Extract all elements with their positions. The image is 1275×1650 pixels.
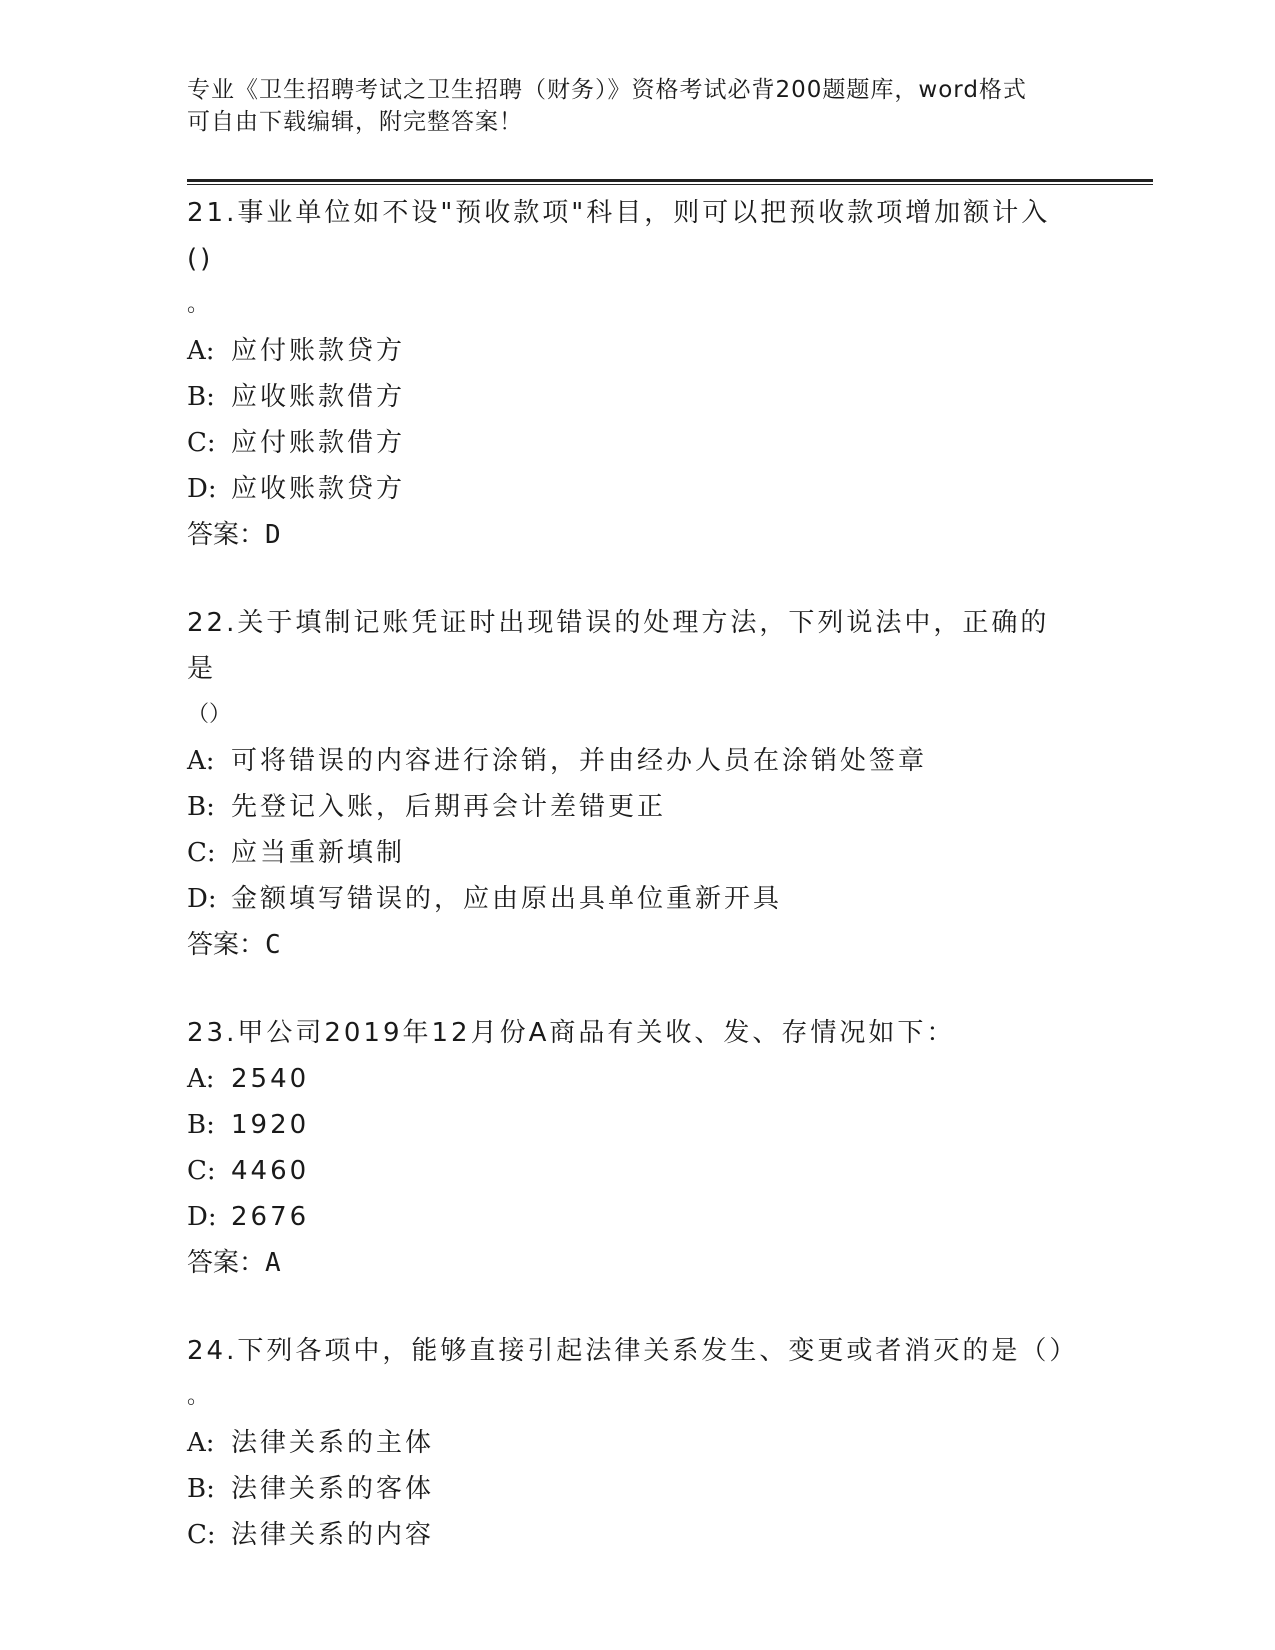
option-text: 应收账款借方: [231, 382, 406, 412]
option-text: 2540: [231, 1064, 310, 1094]
answer-value: C: [265, 930, 281, 960]
question-list: [187, 190, 1087, 1558]
option-text: 法律关系的客体: [231, 1474, 435, 1504]
option-letter: A:: [187, 1064, 215, 1094]
option-letter: C:: [187, 1156, 216, 1186]
answer-label: 答案：: [187, 1248, 266, 1278]
option-b: [187, 784, 1087, 830]
answer-line: [187, 1240, 1087, 1286]
header-line-1: 专业《卫生招聘考试之卫生招聘（财务）》资格考试必背200题题库，word格式: [187, 77, 1027, 103]
answer-label: 答案：: [187, 520, 266, 550]
option-text: 应当重新填制: [231, 838, 406, 868]
option-a: [187, 1056, 1087, 1102]
option-d: [187, 466, 1087, 512]
option-c: [187, 1148, 1087, 1194]
question-stem-continuation: 。: [187, 292, 210, 317]
question-stem: 21.事业单位如不设"预收款项"科目，则可以把预收款项增加额计入(): [187, 198, 1051, 274]
option-b: [187, 374, 1087, 420]
option-text: 应付账款贷方: [231, 336, 406, 366]
question-stem: 22.关于填制记账凭证时出现错误的处理方法，下列说法中，正确的是: [187, 608, 1050, 684]
option-c: [187, 1512, 1087, 1558]
option-b: [187, 1466, 1087, 1512]
option-a: [187, 328, 1087, 374]
option-letter: A:: [187, 336, 215, 366]
question-stem: 23.甲公司2019年12月份A商品有关收、发、存情况如下：: [187, 1018, 956, 1048]
option-c: [187, 830, 1087, 876]
answer-value: A: [265, 1248, 281, 1278]
option-letter: B:: [187, 1110, 215, 1140]
option-letter: C:: [187, 838, 216, 868]
option-letter: A:: [187, 1428, 215, 1458]
document-header: [187, 74, 1077, 138]
header-divider-thin: [187, 184, 1153, 185]
answer-value: D: [265, 520, 281, 550]
question-stem-continuation: （）: [187, 702, 232, 727]
option-text: 1920: [231, 1110, 310, 1140]
question-stem: 24.下列各项中，能够直接引起法律关系发生、变更或者消灭的是（）: [187, 1336, 1079, 1366]
option-text: 法律关系的内容: [231, 1520, 435, 1550]
option-a: [187, 1420, 1087, 1466]
option-letter: A:: [187, 746, 215, 776]
question-spacer: [187, 968, 1087, 1010]
header-divider-thick: [187, 179, 1153, 182]
option-letter: B:: [187, 1474, 215, 1504]
option-text: 法律关系的主体: [231, 1428, 435, 1458]
option-text: 先登记入账，后期再会计差错更正: [231, 792, 667, 822]
option-text: 4460: [231, 1156, 310, 1186]
option-d: [187, 1194, 1087, 1240]
question-spacer: [187, 558, 1087, 600]
option-c: [187, 420, 1087, 466]
answer-line: [187, 922, 1087, 968]
option-letter: C:: [187, 1520, 216, 1550]
option-letter: D:: [187, 1202, 217, 1232]
option-text: 金额填写错误的，应由原出具单位重新开具: [231, 884, 783, 914]
option-a: [187, 738, 1087, 784]
option-d: [187, 876, 1087, 922]
question-21: [187, 190, 1087, 558]
answer-label: 答案：: [187, 930, 266, 960]
header-line-2: 可自由下载编辑，附完整答案！: [187, 109, 523, 135]
option-letter: D:: [187, 474, 217, 504]
option-letter: B:: [187, 792, 215, 822]
question-24: [187, 1328, 1087, 1558]
option-text: 2676: [231, 1202, 310, 1232]
question-spacer: [187, 1286, 1087, 1328]
question-22: [187, 600, 1087, 968]
option-letter: B:: [187, 382, 215, 412]
question-stem-continuation: 。: [187, 1384, 210, 1409]
option-letter: C:: [187, 428, 216, 458]
option-letter: D:: [187, 884, 217, 914]
option-text: 可将错误的内容进行涂销，并由经办人员在涂销处签章: [231, 746, 928, 776]
option-b: [187, 1102, 1087, 1148]
option-text: 应收账款贷方: [231, 474, 406, 504]
question-23: [187, 1010, 1087, 1286]
option-text: 应付账款借方: [231, 428, 406, 458]
answer-line: [187, 512, 1087, 558]
